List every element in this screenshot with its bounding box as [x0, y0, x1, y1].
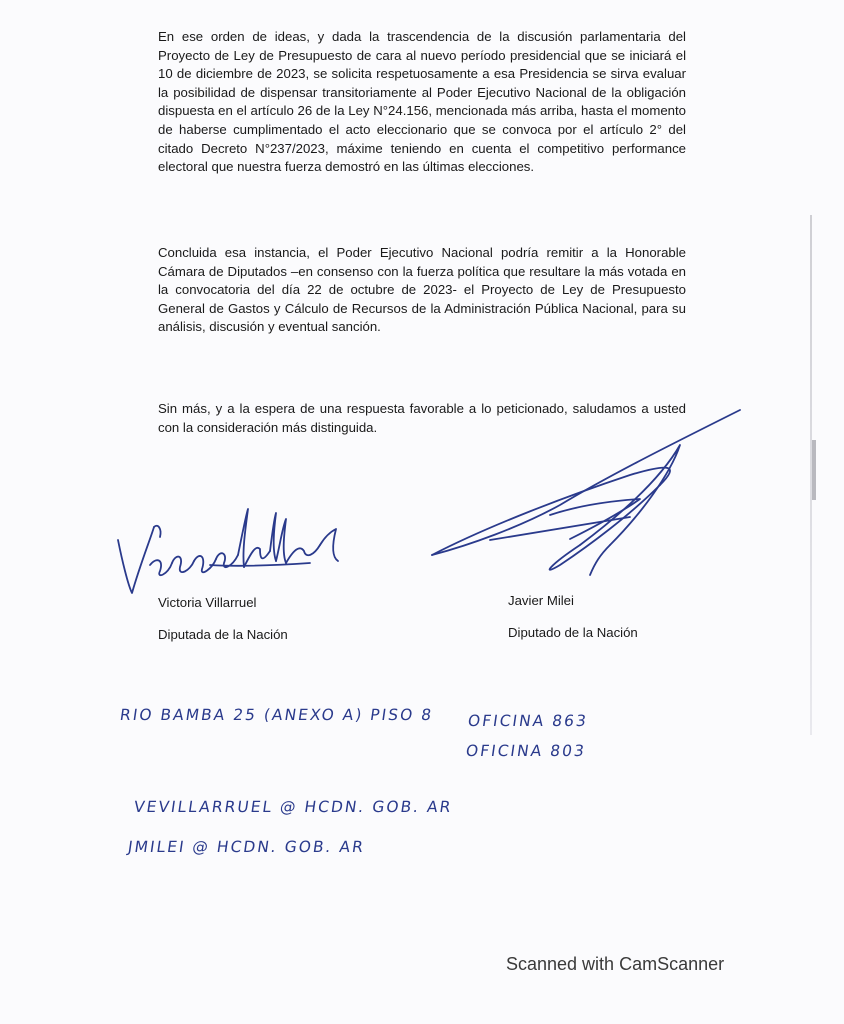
letter-paragraph-2: Concluida esa instancia, el Poder Ejecutivo Nacional podría remitir a la Honorable Cámara de Diputados –en consenso con la fuerza política que resultare la más votada en la convocatoria del día 22 de octubre de 2023- el Proyecto de Ley de Presupuesto General de Gastos y Cálculo de Recursos de la Administración Pública Nacional, para su análisis, discusión y eventual sanción. — [158, 245, 686, 335]
handwritten-email-2: JMILEI @ HCDN. GOB. AR — [126, 838, 367, 856]
signatory-villarruel — [158, 594, 288, 644]
handwritten-email-1: VEVILLARRUEL @ HCDN. GOB. AR — [132, 798, 454, 816]
scan-page-edge-mark — [812, 440, 816, 500]
signatory-name: Javier Milei — [508, 593, 574, 608]
letter-paragraph-3: Sin más, y a la espera de una respuesta favorable a lo peticionado, saludamos a usted con la consideración más distinguida. — [158, 401, 686, 435]
signature-milei — [430, 405, 750, 585]
handwritten-office-1: OFICINA 863 — [466, 712, 590, 730]
signatory-title: Diputado de la Nación — [508, 625, 638, 640]
signatory-milei — [508, 592, 638, 642]
signatory-title: Diputada de la Nación — [158, 627, 288, 642]
scanner-watermark: Scanned with CamScanner — [506, 954, 725, 974]
letter-paragraph-1: En ese orden de ideas, y dada la trascendencia de la discusión parlamentaria del Proyecto de Ley de Presupuesto de cara al nuevo período presidencial que se iniciará el 10 de diciembre de 2023, se solicita respetuosamente a esa Presidencia se sirva evaluar la posibilidad de dispensar transitoriamente al Poder Ejecutivo Nacional de la obligación dispuesta en el artículo 26 de la Ley N°24.156, mencionada más arriba, hasta el momento de haberse cumplimentado el acto eleccionario que se convoca por el artículo 2° del citado Decreto N°237/2023, máxime teniendo en cuenta el competitivo performance electoral que nuestra fuerza demostró en las últimas elecciones. — [158, 29, 686, 175]
signatory-name: Victoria Villarruel — [158, 595, 257, 610]
handwritten-address: RIO BAMBA 25 (ANEXO A) PISO 8 — [118, 706, 435, 724]
handwritten-office-2: OFICINA 803 — [464, 742, 588, 760]
signature-villarruel — [110, 505, 350, 600]
